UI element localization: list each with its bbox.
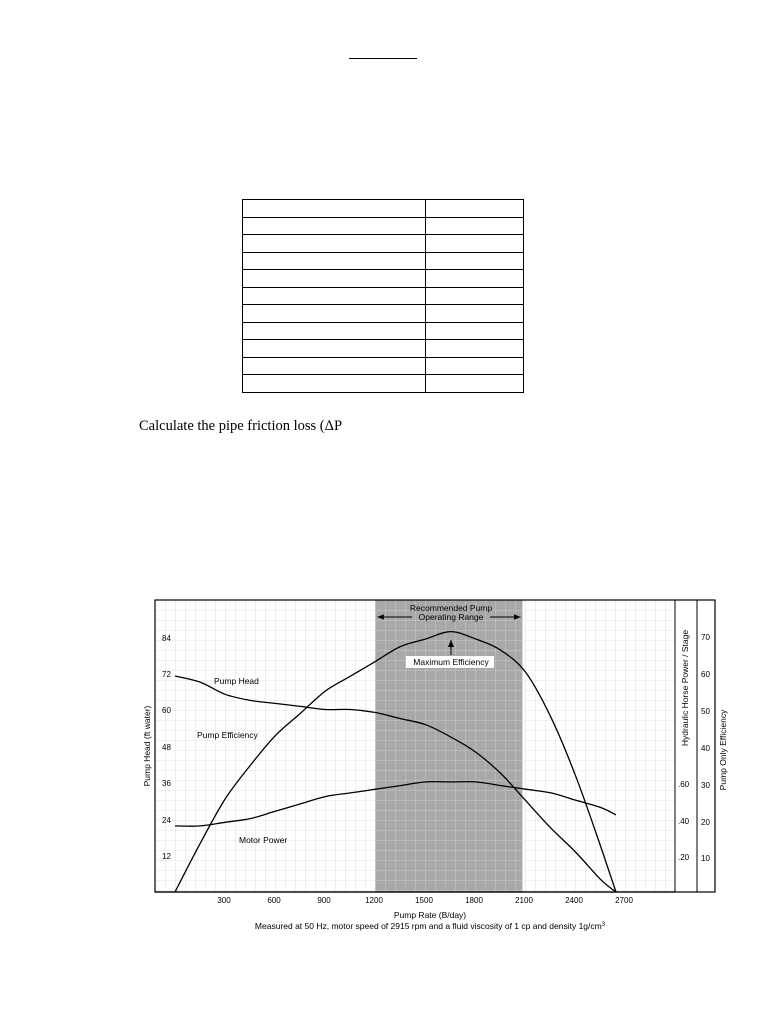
efficiency-axis-label: Pump Only Efficiency [718,709,728,791]
x-tick-label: 900 [317,896,331,905]
y-tick-label: 72 [162,670,171,679]
hp-axis-label: Hydraulic Horse Power / Stage [680,629,690,747]
efficiency-tick-label: 60 [701,670,710,679]
x-tick-label: 2100 [515,896,533,905]
y-tick-label: 60 [162,706,171,715]
y-tick-label: 48 [162,743,171,752]
pump-efficiency-label: Pump Efficiency [197,730,258,740]
recommended-range-band [375,600,522,892]
y-tick-label: 36 [162,779,171,788]
efficiency-tick-label: 50 [701,707,710,716]
x-tick-label: 1800 [465,896,483,905]
efficiency-tick-label: 30 [701,781,710,790]
y-axis-label: Pump Head (ft water) [142,705,152,787]
chart-caption-text: Measured at 50 Hz, motor speed of 2915 rpm and a fluid viscosity of 1 cp and density 1g/cm [254,921,602,931]
pump-head-label: Pump Head [214,676,259,686]
efficiency-tick-label: 40 [701,744,710,753]
y-tick-label: 12 [162,852,171,861]
x-tick-label: 300 [217,896,231,905]
question-text: Calculate the pipe friction loss (ΔP [139,418,343,434]
x-tick-label: 1200 [365,896,383,905]
max-efficiency-label: Maximum Efficiency [413,657,489,667]
x-tick-label: 2700 [615,896,633,905]
x-tick-label: 600 [267,896,281,905]
chart-caption [255,921,606,931]
y-tick-label: 84 [162,634,171,643]
y-tick-label: 24 [162,816,171,825]
hp-tick-label: .60 [678,780,690,789]
efficiency-tick-label: 70 [701,633,710,642]
motor-power-label: Motor Power [239,835,288,845]
hp-tick-label: .20 [678,853,690,862]
range-label-line1: Recommended Pump [409,603,493,613]
x-tick-label: 2400 [565,896,583,905]
x-tick-label: 1500 [415,896,433,905]
hp-tick-label: .40 [678,817,690,826]
efficiency-tick-label: 20 [701,818,710,827]
x-axis-label: Pump Rate (B/day) [393,910,467,920]
chart-caption-superscript: 3 [601,922,606,928]
range-label-line2: Operating Range [418,612,484,622]
efficiency-tick-label: 10 [701,854,710,863]
